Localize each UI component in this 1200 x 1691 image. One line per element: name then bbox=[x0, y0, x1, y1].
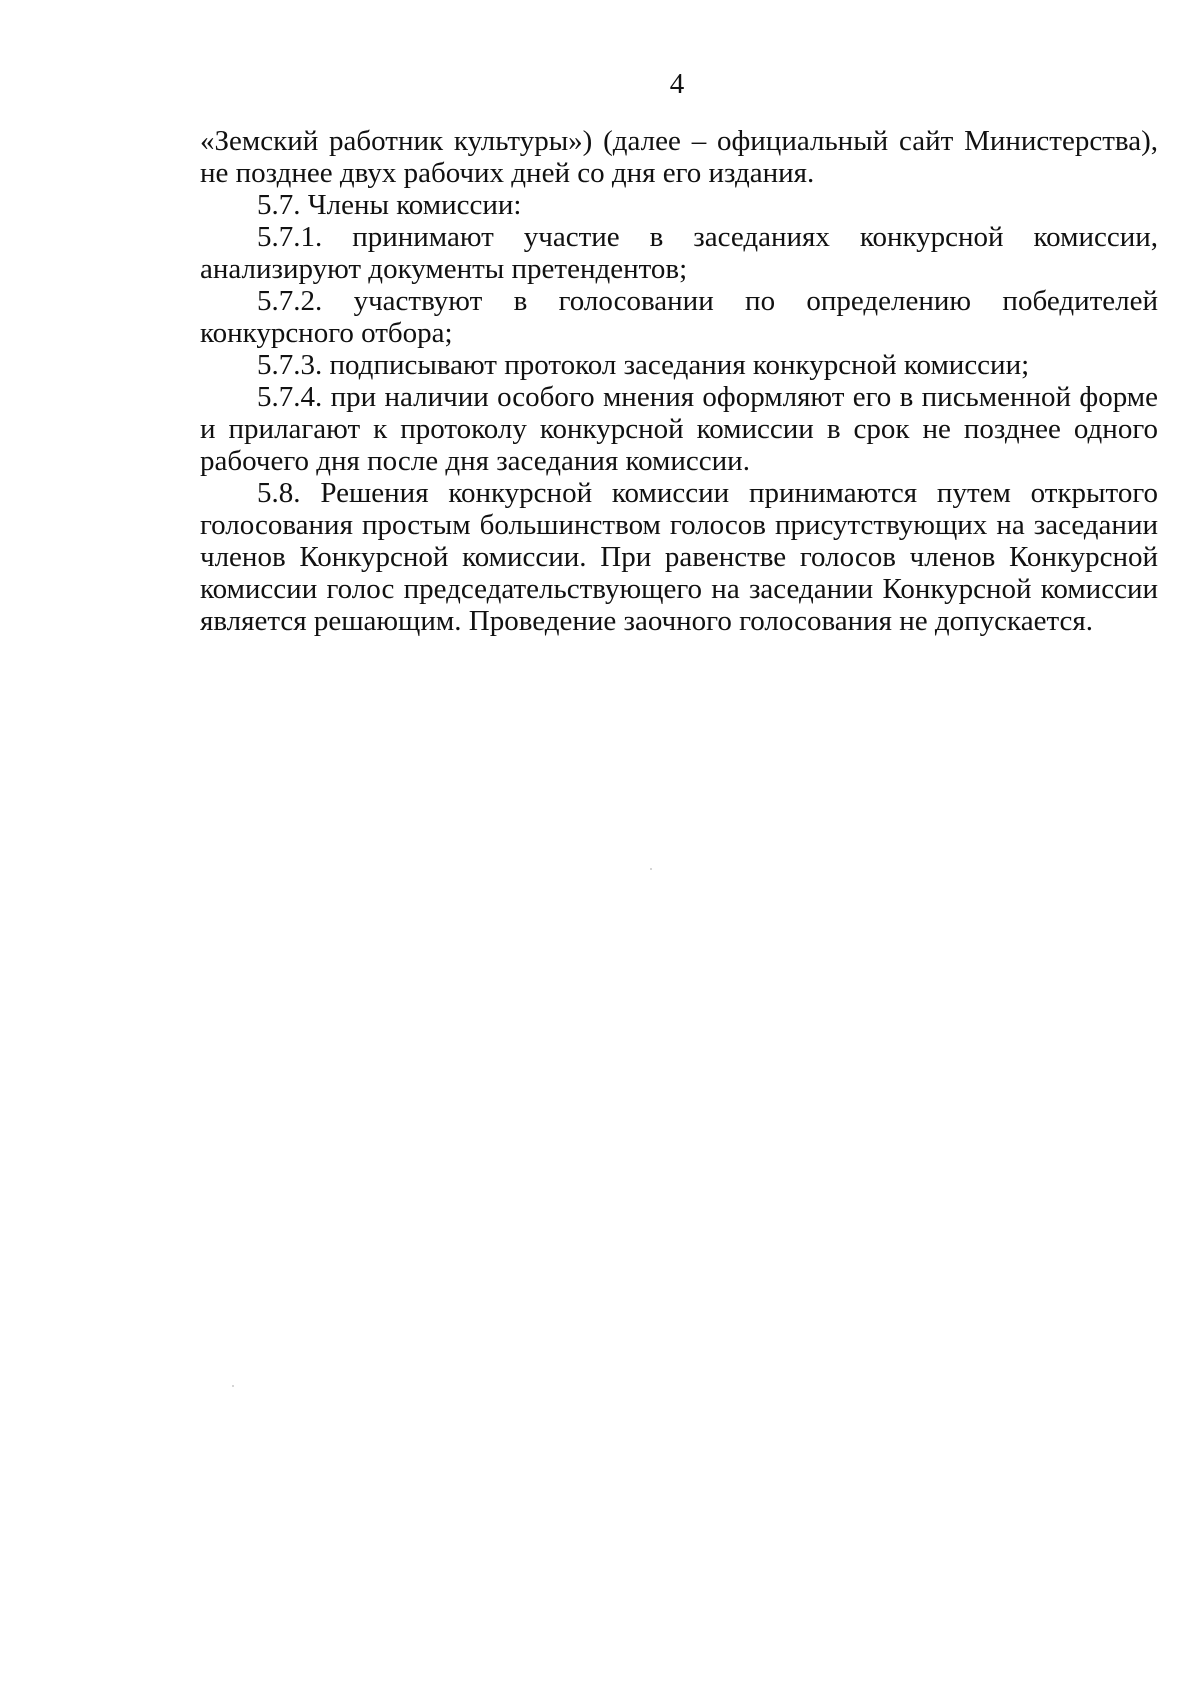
page-number: 4 bbox=[669, 68, 685, 100]
paragraph-5-8: 5.8. Решения конкурсной комиссии принимаются путем открытого голосования простым большинством голосов присутствующих на заседании членов Конкурсной комиссии. При равенстве голосов членов Конкурсной комиссии голос председательствующего на заседании Конкурсной комиссии является решающим. Проведение заочного голосования не допускается. bbox=[200, 477, 1158, 637]
paragraph-5-7-2: 5.7.2. участвуют в голосовании по определению победителей конкурсного отбора; bbox=[200, 285, 1158, 349]
scan-speck bbox=[650, 868, 652, 870]
paragraph-5-7: 5.7. Члены комиссии: bbox=[257, 189, 522, 221]
paragraph-continuation: «Земский работник культуры») (далее – официальный сайт Министерства), не позднее двух рабочих дней со дня его издания. bbox=[200, 125, 1158, 189]
document-body bbox=[200, 125, 1158, 637]
paragraph-5-7-4: 5.7.4. при наличии особого мнения оформляют его в письменной форме и прилагают к протоколу конкурсной комиссии в срок не позднее одного рабочего дня после дня заседания комиссии. bbox=[200, 381, 1158, 477]
paragraph-5-7-3: 5.7.3. подписывают протокол заседания конкурсной комиссии; bbox=[257, 349, 1030, 381]
paragraph-5-7-1: 5.7.1. принимают участие в заседаниях конкурсной комиссии, анализируют документы претендентов; bbox=[200, 221, 1158, 285]
scan-speck bbox=[232, 1385, 234, 1387]
